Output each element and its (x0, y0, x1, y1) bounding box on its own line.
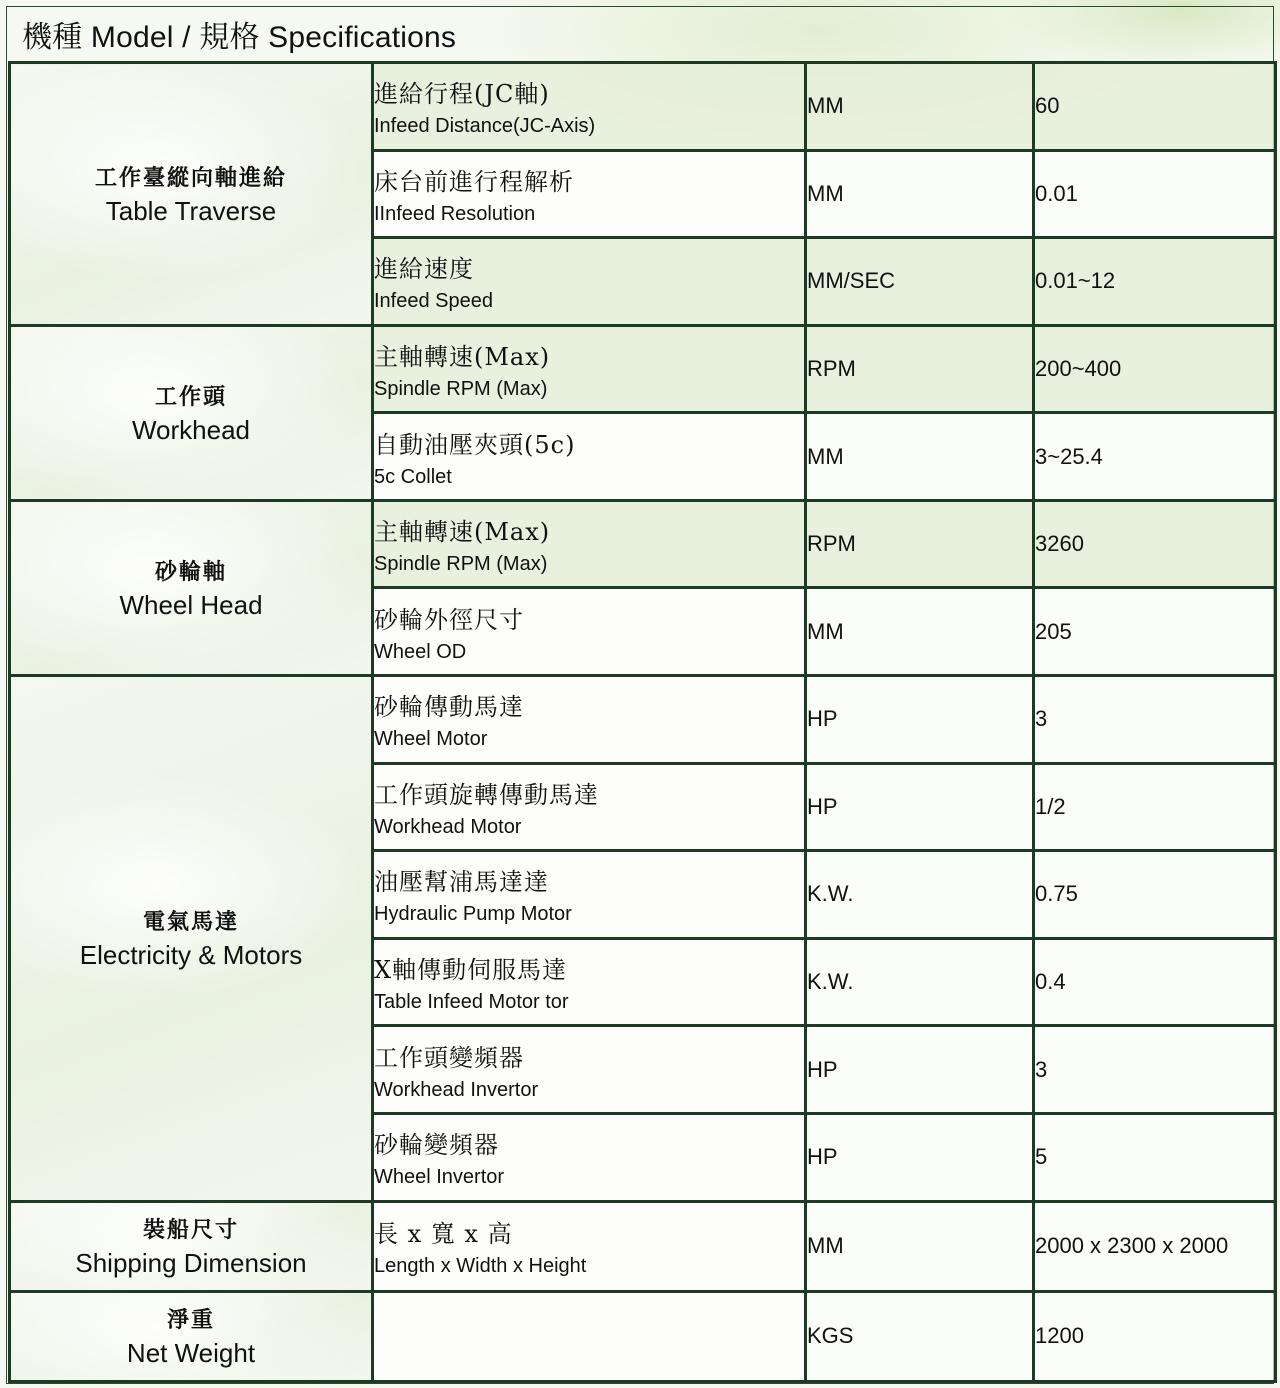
item-cell (373, 63, 806, 151)
unit-cell: HP (806, 1026, 1034, 1114)
item-label-zh: 進給速度 (374, 255, 474, 284)
unit-cell: KGS (806, 1291, 1034, 1381)
group-cell (10, 1291, 373, 1381)
item-label-en: Table Infeed Motor tor (374, 991, 569, 1014)
page-title: 機種 Model / 規格 Specifications (22, 21, 457, 54)
unit-cell: K.W. (806, 938, 1034, 1026)
value-cell: 1200 (1034, 1291, 1276, 1381)
item-cell (373, 851, 806, 939)
group-label-zh: 工作頭 (154, 384, 227, 410)
unit-cell: MM (806, 63, 1034, 151)
item-label-en: Infeed Speed (374, 290, 493, 313)
item-label-en: Spindle RPM (Max) (374, 378, 548, 401)
value-cell: 3 (1034, 676, 1276, 764)
unit-cell: HP (806, 1113, 1034, 1201)
group-cell (10, 1201, 373, 1291)
item-cell (373, 413, 806, 501)
item-label-zh: 進給行程(JC軸) (374, 80, 550, 109)
value-cell: 0.01~12 (1034, 238, 1276, 326)
item-cell (373, 500, 806, 588)
group-label-en: Workhead (131, 414, 251, 445)
item-label-zh: 油壓幫浦馬達達 (374, 868, 549, 897)
item-cell (373, 1113, 806, 1201)
table-row (10, 1291, 1276, 1381)
item-label-zh: X軸傳動伺服馬達 (374, 956, 568, 985)
item-label-zh: 自動油壓夾頭(5c) (374, 430, 576, 459)
table-row (10, 676, 1276, 764)
item-label-zh: 主軸轉速(Max) (374, 343, 551, 372)
group-label-en: Wheel Head (119, 589, 263, 620)
item-label-zh: 砂輪傳動馬達 (374, 693, 524, 722)
value-cell: 3 (1034, 1026, 1276, 1114)
group-label-en: Table Traverse (105, 195, 277, 226)
item-cell (373, 1026, 806, 1114)
item-cell (373, 1291, 806, 1381)
value-cell: 0.01 (1034, 150, 1276, 238)
item-label-en: Workhead Invertor (374, 1078, 539, 1101)
unit-cell: RPM (806, 325, 1034, 413)
unit-cell: K.W. (806, 851, 1034, 939)
group-label-zh: 砂輪軸 (154, 559, 227, 585)
item-label-en: Length x Width x Height (374, 1255, 587, 1278)
unit-cell: MM/SEC (806, 238, 1034, 326)
item-label-en: Spindle RPM (Max) (374, 553, 548, 576)
group-cell (10, 676, 373, 1201)
group-label-zh: 電氣馬達 (142, 910, 239, 936)
value-cell: 3260 (1034, 500, 1276, 588)
item-label-en: Wheel Motor (374, 728, 488, 751)
item-label-en: Workhead Motor (374, 815, 522, 838)
item-label-zh: 工作頭變頻器 (374, 1043, 524, 1072)
item-label-en: Hydraulic Pump Motor (374, 903, 572, 926)
item-label-zh: 砂輪變頻器 (374, 1131, 499, 1160)
item-label-zh: 工作頭旋轉傳動馬達 (374, 780, 599, 809)
unit-cell: MM (806, 1201, 1034, 1291)
value-cell: 200~400 (1034, 325, 1276, 413)
item-cell (373, 938, 806, 1026)
item-label-en: Wheel OD (374, 640, 467, 663)
table-row (10, 500, 1276, 588)
unit-cell: MM (806, 413, 1034, 501)
table-row (10, 63, 1276, 151)
value-cell: 2000 x 2300 x 2000 (1034, 1201, 1276, 1291)
table-row (10, 1201, 1276, 1291)
item-label-en: 5c Collet (374, 465, 452, 488)
unit-cell: HP (806, 763, 1034, 851)
group-label-zh: 淨重 (166, 1308, 215, 1334)
group-cell (10, 63, 373, 326)
group-label-zh: 裝船尺寸 (142, 1218, 239, 1244)
value-cell: 0.75 (1034, 851, 1276, 939)
group-label-zh: 工作臺縱向軸進給 (94, 165, 287, 191)
unit-cell: MM (806, 588, 1034, 676)
group-cell (10, 325, 373, 500)
item-label-zh: 主軸轉速(Max) (374, 518, 551, 547)
item-label-en: Infeed Distance(JC-Axis) (374, 115, 596, 138)
item-label-en: IInfeed Resolution (374, 202, 536, 225)
item-label-zh: 床台前進行程解析 (374, 167, 574, 196)
item-cell (373, 150, 806, 238)
spec-table (8, 61, 1277, 1383)
value-cell: 60 (1034, 63, 1276, 151)
unit-cell: MM (806, 150, 1034, 238)
item-cell (373, 1201, 806, 1291)
value-cell: 0.4 (1034, 938, 1276, 1026)
group-label-en: Net Weight (126, 1338, 256, 1369)
value-cell: 205 (1034, 588, 1276, 676)
value-cell: 1/2 (1034, 763, 1276, 851)
item-label-zh: 長 x 寬 x 高 (374, 1220, 513, 1249)
item-label-zh: 砂輪外徑尺寸 (374, 605, 524, 634)
item-label-en: Wheel Invertor (374, 1166, 505, 1189)
unit-cell: RPM (806, 500, 1034, 588)
table-row (10, 325, 1276, 413)
value-cell: 3~25.4 (1034, 413, 1276, 501)
item-cell (373, 588, 806, 676)
value-cell: 5 (1034, 1113, 1276, 1201)
group-label-en: Shipping Dimension (75, 1248, 307, 1279)
group-cell (10, 500, 373, 675)
unit-cell: HP (806, 676, 1034, 764)
item-cell (373, 325, 806, 413)
item-cell (373, 676, 806, 764)
item-cell (373, 238, 806, 326)
item-cell (373, 763, 806, 851)
group-label-en: Electricity & Motors (79, 940, 303, 971)
